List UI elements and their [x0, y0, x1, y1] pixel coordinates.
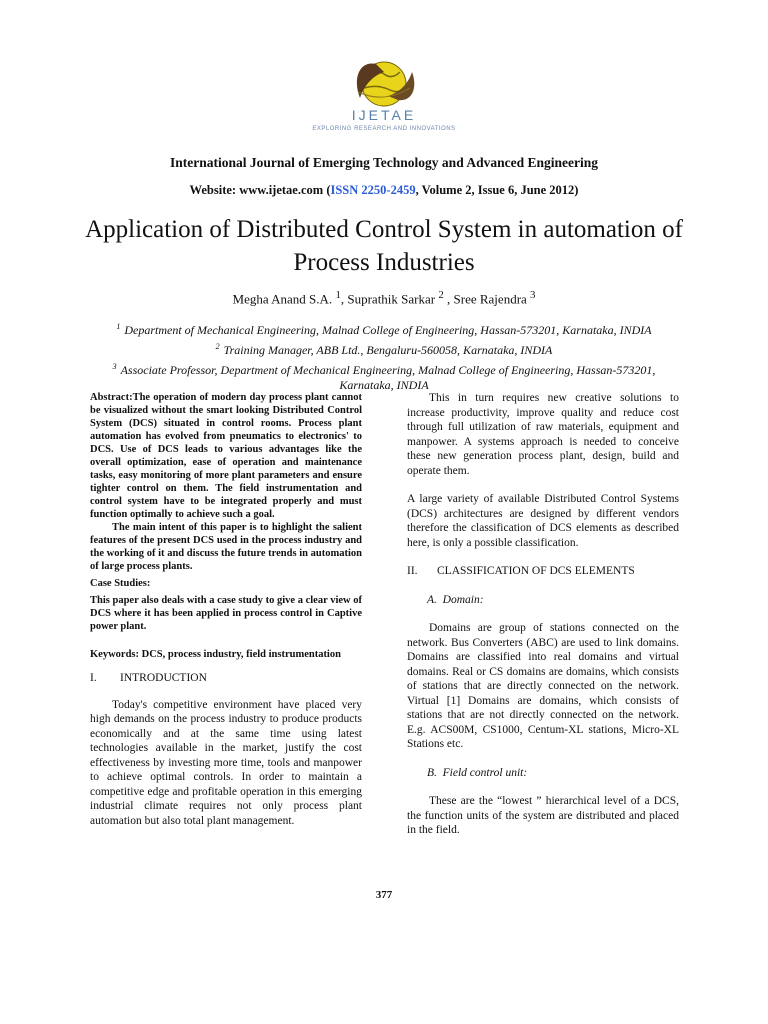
subsection-heading-domain: [407, 593, 679, 608]
abstract-intent: The main intent of this paper is to highlight the salient features of the present DCS used in the process industry and the working of it and discuss the future trends in automation of large process plants.: [90, 522, 362, 572]
issn-link[interactable]: ISSN 2250-2459: [330, 183, 416, 197]
affiliation-sup: 2: [215, 342, 220, 351]
abstract: Abstract:The operation of modern day process plant cannot be visualized without the smart looking Distributed Control System (DCS) situated in control rooms. Process plant automation has evolved from pneumatics to electronics' to DCS. Use of DCS leads to various advantages like the overall optimization, ease of operation and maintenance tasks, easy monitoring of more plant parameters and ensure tighter control on them. The field instrumentation and control system have to be integrated properly and must function optimally to achieve such a goal.: [90, 392, 362, 520]
affiliation: [90, 359, 678, 393]
paper-title: Application of Distributed Control System in automation of Process Industries: [85, 216, 683, 276]
journal-logo: [300, 58, 468, 140]
subsection-title: Domain:: [442, 593, 484, 606]
author-affil-sup: 3: [530, 289, 536, 301]
author-affil-sup: 2: [438, 289, 444, 301]
section-heading-introduction: [90, 671, 362, 686]
affiliation: [90, 339, 678, 358]
website-suffix: , Volume 2, Issue 6, June 2012): [415, 183, 579, 197]
section-title: CLASSIFICATION OF DCS ELEMENTS: [437, 565, 635, 577]
affiliation-text: Associate Professor, Department of Mechanical Engineering, Malnad College of Engineering, Hassan-573201, Karnataka, INDIA: [120, 363, 656, 392]
affiliation-text: Training Manager, ABB Ltd., Bengaluru-560058, Karnataka, INDIA: [223, 343, 553, 357]
affiliation-text: Department of Mechanical Engineering, Malnad College of Engineering, Hassan-573201, Karnataka, INDIA: [124, 323, 652, 337]
subsection-heading-field-control: [407, 766, 679, 781]
journal-name: International Journal of Emerging Technology and Advanced Engineering: [170, 155, 598, 170]
author-name: Suprathik Sarkar: [347, 291, 436, 307]
section-number: II.: [407, 565, 418, 577]
body-paragraph: A large variety of available Distributed Control Systems (DCS) architectures are designed by different vendors therefore the classification of DCS elements as described here, is only a possible classification.: [407, 493, 679, 549]
affiliation-sup: 3: [112, 362, 117, 371]
domain-paragraph: Domains are group of stations connected on the network. Bus Converters (ABC) are used to link domains. Domains are classified into real domains and virtual domains. Real or CS domains are domains, which consists of stations that are directly connected on the network. Virtual [1] Domains are domains, which consists of stations that are not directly connected on the network. E.g. ACS00M, CS1000, Centum-XL stations, Micro-XL Stations etc.: [407, 622, 679, 750]
globe-logo-icon: [300, 58, 468, 108]
introduction-paragraph: Today's competitive environment have placed very high demands on the process industry to produce products economically and at the same time using latest technologies available in the market, justify the cost effectiveness by investing more time, tools and manpower to achieve optimal controls. In order to maintain a competitive edge and profitable operation in this emerging industrial climate requires not only process plant automation but also total plant management.: [90, 698, 362, 827]
affiliation: [90, 319, 678, 338]
author-affil-sup: 1: [335, 289, 341, 301]
author-name: Megha Anand S.A.: [232, 291, 333, 307]
section-number: I.: [90, 672, 97, 684]
case-studies-heading: Case Studies:: [90, 578, 151, 589]
section-heading-classification: [407, 564, 679, 579]
section-title: INTRODUCTION: [120, 672, 207, 684]
subsection-label: B.: [427, 766, 437, 779]
journal-website-line: [0, 183, 768, 198]
body-paragraph: This in turn requires new creative solutions to increase productivity, improve quality and reduce cost through full utilization of raw materials, equipment and manpower. A systems approach is needed to conceive these new generation process plant, design, build and operate them.: [407, 392, 679, 477]
right-column: [407, 391, 679, 838]
logo-tagline: EXPLORING RESEARCH AND INNOVATIONS: [312, 126, 456, 132]
subsection-title: Field control unit:: [442, 766, 528, 779]
case-studies-text: This paper also deals with a case study to give a clear view of DCS where it has been applied in process control in Captive power plant.: [90, 595, 362, 632]
logo-name: IJETAE: [351, 107, 417, 123]
website-prefix: Website: www.ijetae.com (: [189, 183, 331, 197]
keywords: Keywords: DCS, process industry, field instrumentation: [90, 649, 341, 660]
affiliation-sup: 1: [116, 322, 121, 331]
subsection-label: A.: [427, 593, 437, 606]
field-control-paragraph: These are the “lowest ” hierarchical level of a DCS, the function units of the system are distributed and placed in the field.: [407, 795, 679, 836]
page-number: 377: [375, 889, 393, 901]
author-name: Sree Rajendra: [453, 291, 527, 307]
author-list: Megha Anand S.A. $^1$, Suprathik Sarkar $^2$ , Sree Rajendra $^3$: [232, 289, 536, 307]
left-column: [90, 391, 362, 828]
